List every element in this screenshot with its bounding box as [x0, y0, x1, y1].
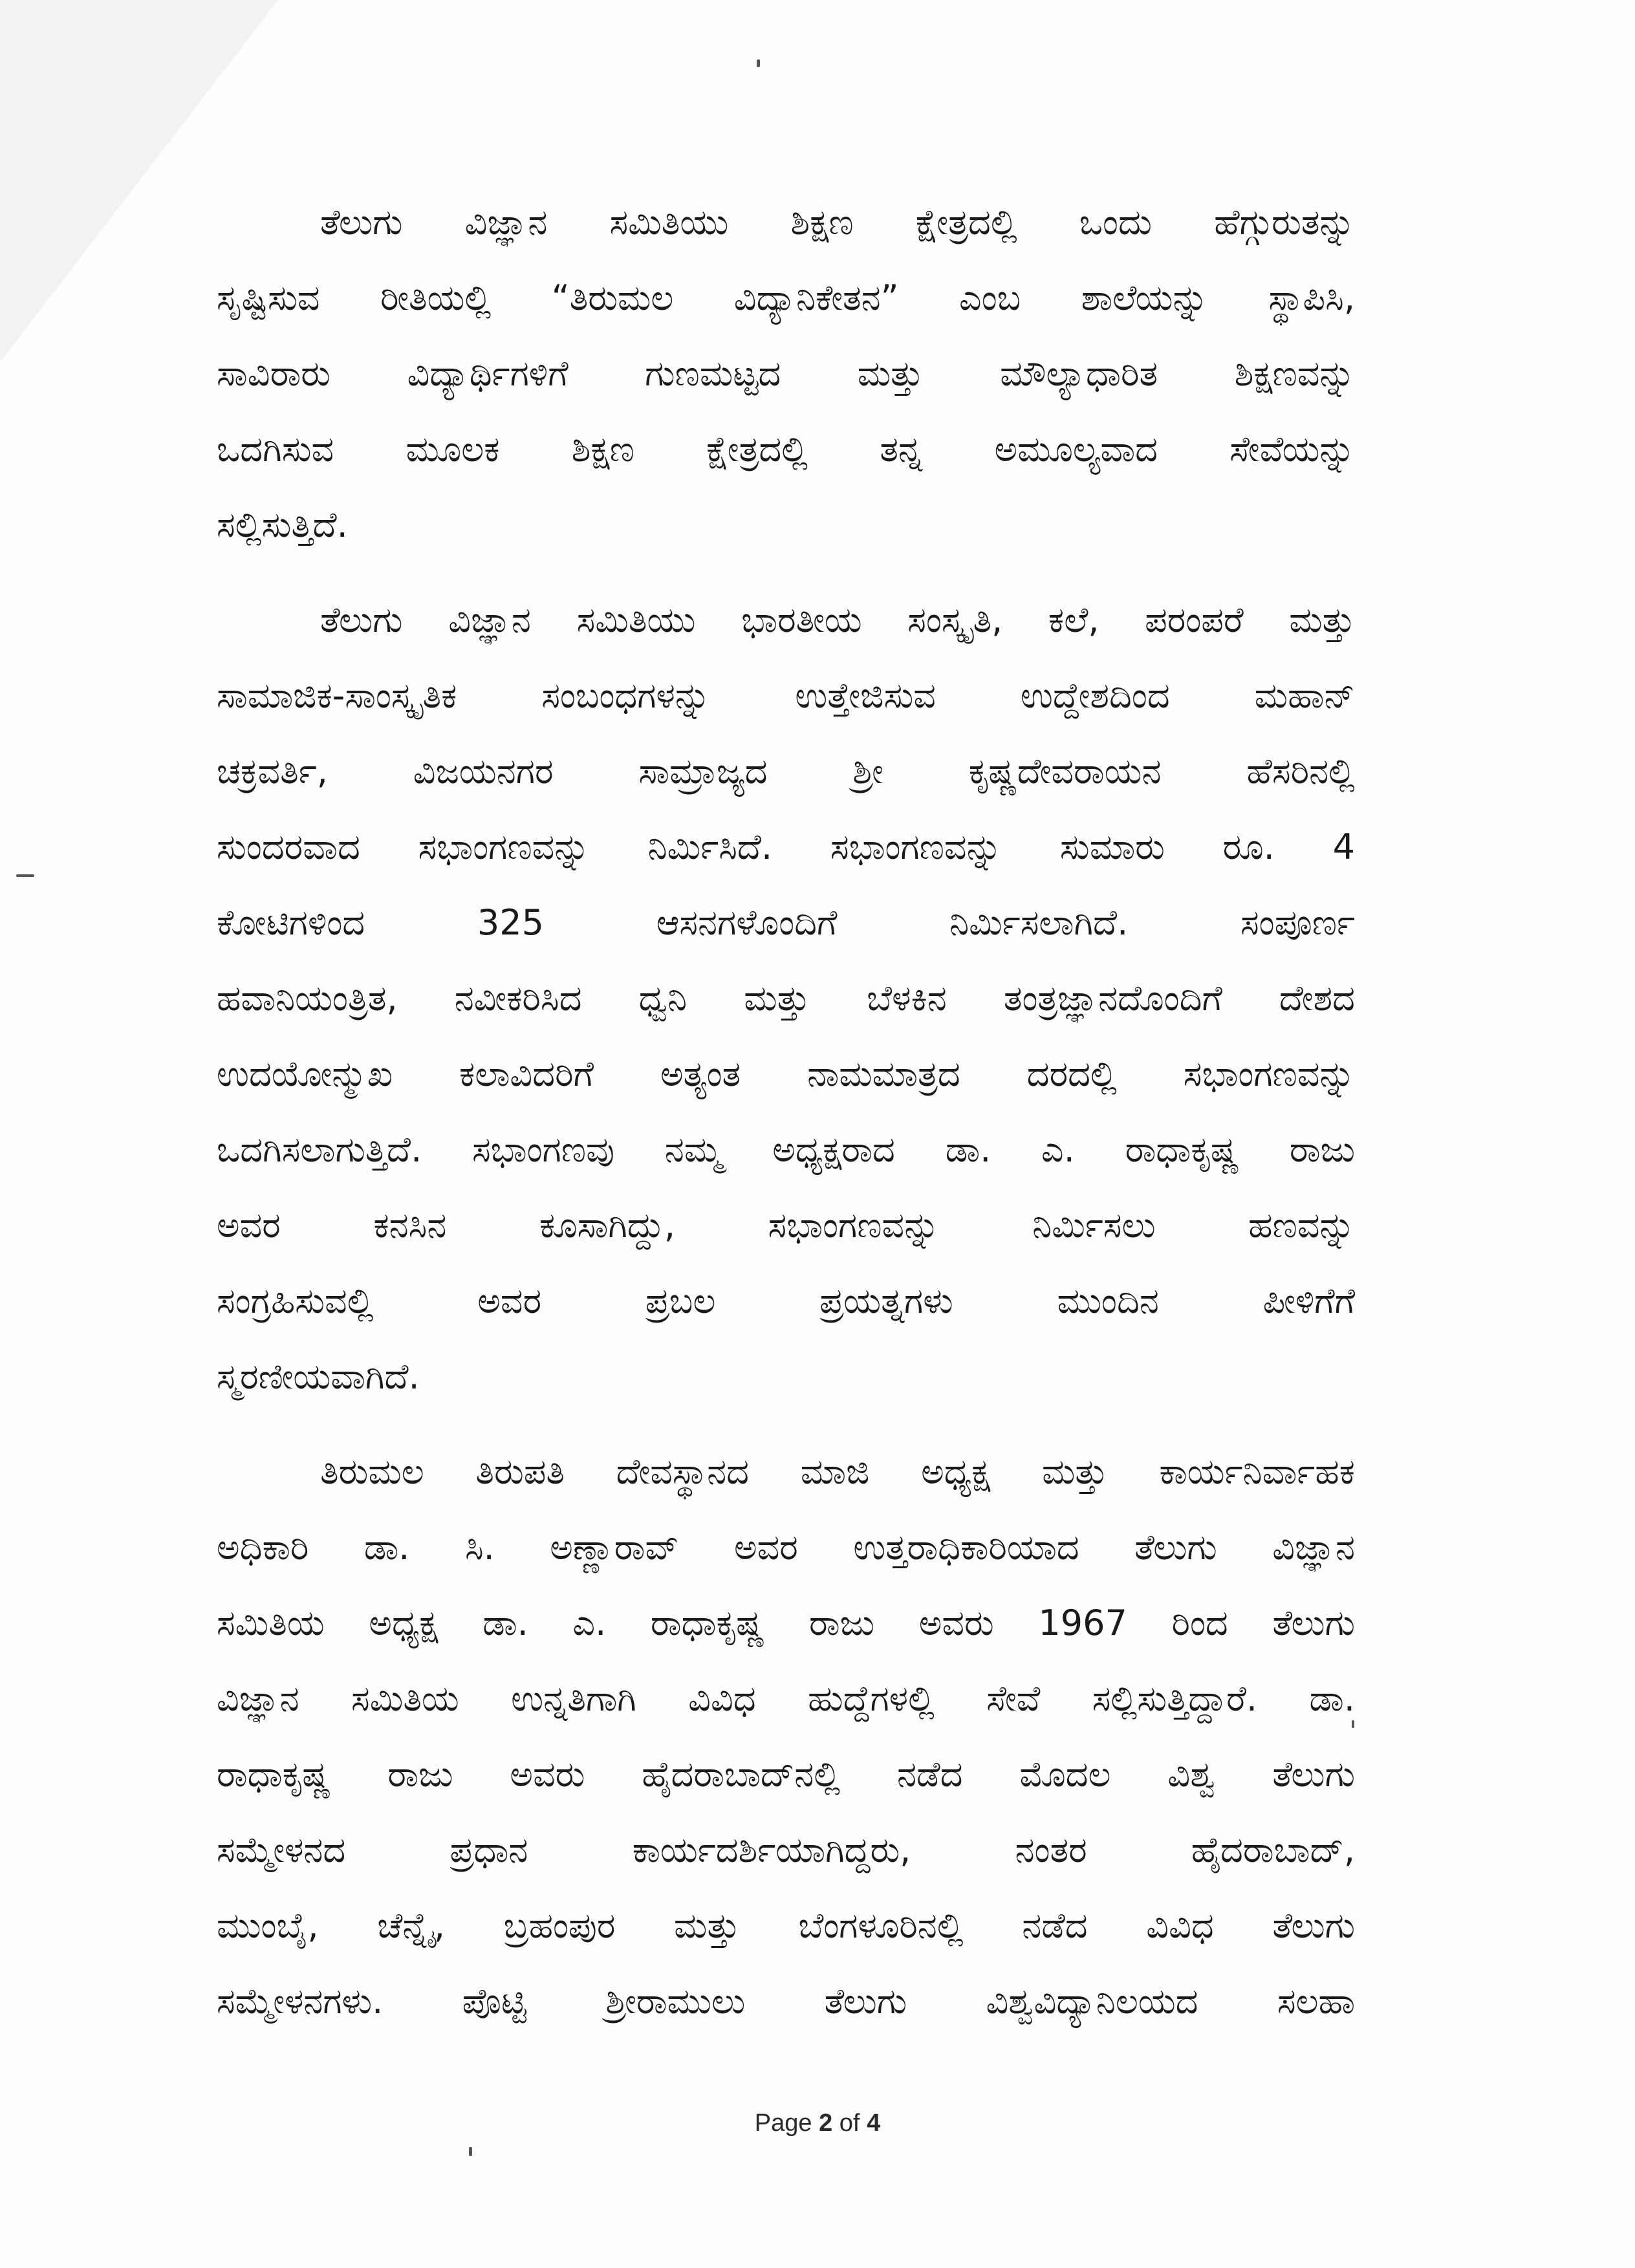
text-line: ಸಲ್ಲಿಸುತ್ತಿದೆ.: [217, 504, 348, 545]
text-line: ಅವರ ಕನಸಿನ ಕೂಸಾಗಿದ್ದು, ಸಭಾಂಗಣವನ್ನು ನಿರ್ಮಿಸಲು ಹಣವನ್ನು: [217, 1205, 1355, 1246]
text-line: ಒದಗಿಸುವ ಮೂಲಕ ಶಿಕ್ಷಣ ಕ್ಷೇತ್ರದಲ್ಲಿ ತನ್ನ ಅಮೂಲ್ಯವಾದ ಸೇವೆಯನ್ನು: [217, 429, 1355, 470]
text-line: ಕೋಟಿಗಳಿಂದ 325 ಆಸನಗಳೊಂದಿಗೆ ನಿರ್ಮಿಸಲಾಗಿದೆ. ಸಂಪೂರ್ಣ: [217, 902, 1355, 943]
page-current: 2: [819, 2110, 833, 2137]
text-line: ತೆಲುಗು ವಿಜ್ಞಾನ ಸಮಿತಿಯು ಶಿಕ್ಷಣ ಕ್ಷೇತ್ರದಲ್ಲಿ ಒಂದು ಹೆಗ್ಗುರುತನ್ನು: [320, 202, 1355, 243]
text-line: ಸಮಿತಿಯ ಅಧ್ಯಕ್ಷ ಡಾ. ಎ. ರಾಧಾಕೃಷ್ಣ ರಾಜು ಅವರು 1967 ರಿಂದ ತೆಲುಗು: [217, 1603, 1355, 1643]
scan-speck: [469, 2147, 472, 2156]
text-line: ಸಾಮಾಜಿಕ-ಸಾಂಸ್ಕೃತಿಕ ಸಂಬಂಧಗಳನ್ನು ಉತ್ತೇಜಿಸುವ ಉದ್ದೇಶದಿಂದ ಮಹಾನ್: [217, 675, 1355, 716]
text-line: ಅಧಿಕಾರಿ ಡಾ. ಸಿ. ಅಣ್ಣಾರಾವ್ ಅವರ ಉತ್ತರಾಧಿಕಾರಿಯಾದ ತೆಲುಗು ವಿಜ್ಞಾನ: [217, 1527, 1355, 1568]
scan-speck: [1352, 1720, 1354, 1728]
paragraph-2: [217, 582, 1355, 1414]
page-prefix: Page: [754, 2110, 812, 2137]
scan-speck: [16, 874, 34, 877]
document-body: [217, 184, 1355, 2058]
text-line: ಉದಯೋನ್ಮುಖ ಕಲಾವಿದರಿಗೆ ಅತ್ಯಂತ ನಾಮಮಾತ್ರದ ದರದಲ್ಲಿ ಸಭಾಂಗಣವನ್ನು: [217, 1053, 1355, 1094]
text-line: ಒದಗಿಸಲಾಗುತ್ತಿದೆ. ಸಭಾಂಗಣವು ನಮ್ಮ ಅಧ್ಯಕ್ಷರಾದ ಡಾ. ಎ. ರಾಧಾಕೃಷ್ಣ ರಾಜು: [217, 1129, 1355, 1170]
text-line: ಸಂಗ್ರಹಿಸುವಲ್ಲಿ ಅವರ ಪ್ರಬಲ ಪ್ರಯತ್ನಗಳು ಮುಂದಿನ ಪೀಳಿಗೆಗೆ: [217, 1280, 1355, 1321]
text-line: ಹವಾನಿಯಂತ್ರಿತ, ನವೀಕರಿಸಿದ ಧ್ವನಿ ಮತ್ತು ಬೆಳಕಿನ ತಂತ್ರಜ್ಞಾನದೊಂದಿಗೆ ದೇಶದ: [217, 978, 1355, 1019]
text-line: ಚಕ್ರವರ್ತಿ, ವಿಜಯನಗರ ಸಾಮ್ರಾಜ್ಯದ ಶ್ರೀ ಕೃಷ್ಣದೇವರಾಯನ ಹೆಸರಿನಲ್ಲಿ: [217, 751, 1355, 792]
text-line: ಸ್ಮರಣೀಯವಾಗಿದೆ.: [217, 1356, 420, 1397]
text-line: ಮುಂಬೈ, ಚೆನ್ನೈ, ಬ್ರಹಂಪುರ ಮತ್ತು ಬೆಂಗಳೂರಿನಲ್ಲಿ ನಡೆದ ವಿವಿಧ ತೆಲುಗು: [217, 1905, 1355, 1946]
page-total: 4: [867, 2110, 881, 2137]
text-line: ಸೃಷ್ಟಿಸುವ ರೀತಿಯಲ್ಲಿ “ತಿರುಮಲ ವಿದ್ಯಾನಿಕೇತನ” ಎಂಬ ಶಾಲೆಯನ್ನು ಸ್ಥಾಪಿಸಿ,: [217, 277, 1355, 318]
page-separator: of: [839, 2110, 860, 2137]
text-line: ರಾಧಾಕೃಷ್ಣ ರಾಜು ಅವರು ಹೈದರಾಬಾದ್‌ನಲ್ಲಿ ನಡೆದ ಮೊದಲ ವಿಶ್ವ ತೆಲುಗು: [217, 1754, 1355, 1795]
text-line: ವಿಜ್ಞಾನ ಸಮಿತಿಯ ಉನ್ನತಿಗಾಗಿ ವಿವಿಧ ಹುದ್ದೆಗಳಲ್ಲಿ ಸೇವೆ ಸಲ್ಲಿಸುತ್ತಿದ್ದಾರೆ. ಡಾ.: [217, 1678, 1355, 1719]
text-line: ಸುಂದರವಾದ ಸಭಾಂಗಣವನ್ನು ನಿರ್ಮಿಸಿದೆ. ಸಭಾಂಗಣವನ್ನು ಸುಮಾರು ರೂ. 4: [217, 826, 1355, 867]
text-line: ತೆಲುಗು ವಿಜ್ಞಾನ ಸಮಿತಿಯು ಭಾರತೀಯ ಸಂಸ್ಕೃತಿ, ಕಲೆ, ಪರಂಪರೆ ಮತ್ತು: [320, 599, 1355, 640]
page-number: [0, 2110, 1635, 2137]
text-line: ಸಮ್ಮೇಳನಗಳು. ಪೊಟ್ಟಿ ಶ್ರೀರಾಮುಲು ತೆಲುಗು ವಿಶ್ವವಿದ್ಯಾನಿಲಯದ ಸಲಹಾ: [217, 1981, 1355, 2022]
paragraph-1: [217, 184, 1355, 563]
text-line: ಸಮ್ಮೇಳನದ ಪ್ರಧಾನ ಕಾರ್ಯದರ್ಶಿಯಾಗಿದ್ದರು, ನಂತರ ಹೈದರಾಬಾದ್,: [217, 1830, 1355, 1870]
text-line: ಸಾವಿರಾರು ವಿದ್ಯಾರ್ಥಿಗಳಿಗೆ ಗುಣಮಟ್ಟದ ಮತ್ತು ಮೌಲ್ಯಾಧಾರಿತ ಶಿಕ್ಷಣವನ್ನು: [217, 353, 1355, 394]
scan-speck: [757, 59, 760, 67]
paragraph-3: [217, 1434, 1355, 2039]
text-line: ತಿರುಮಲ ತಿರುಪತಿ ದೇವಸ್ಥಾನದ ಮಾಜಿ ಅಧ್ಯಕ್ಷ ಮತ್ತು ಕಾರ್ಯನಿರ್ವಾಹಕ: [320, 1451, 1355, 1492]
